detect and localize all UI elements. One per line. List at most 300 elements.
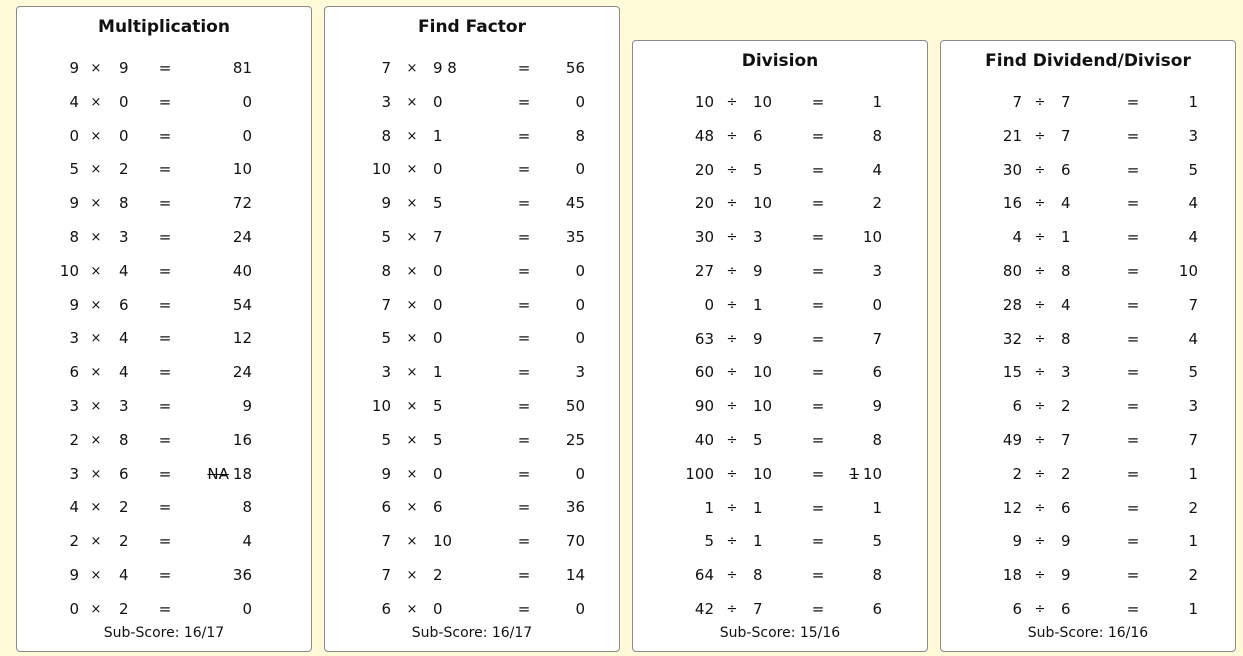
equals-sign: = <box>158 532 172 551</box>
operator-sign: ÷ <box>1034 432 1046 448</box>
equals-sign: = <box>1126 532 1140 551</box>
operand-a: 27 <box>694 261 714 280</box>
answer-cell <box>792 593 882 627</box>
multiplication-panel <box>16 6 312 652</box>
problem-row <box>633 424 927 458</box>
answer-value: 50 <box>565 396 585 415</box>
problem-row <box>325 390 619 424</box>
equals-sign: = <box>811 295 825 314</box>
answer-cell <box>495 120 585 154</box>
problem-row <box>941 593 1235 627</box>
equals-sign: = <box>517 565 531 584</box>
answer-value: 72 <box>232 194 252 213</box>
panel-title: Find Dividend/Divisor <box>985 51 1191 71</box>
problem-row <box>325 86 619 120</box>
equals-sign: = <box>158 59 172 77</box>
answer-cell <box>162 390 252 424</box>
operator-sign: ÷ <box>1034 263 1046 279</box>
operator-sign: × <box>90 61 102 76</box>
answer-cell <box>162 120 252 154</box>
problem-row <box>941 458 1235 492</box>
operand-a: 4 <box>69 498 79 517</box>
operator-sign: × <box>406 128 418 144</box>
equals-sign: = <box>811 93 825 111</box>
operand-a: 90 <box>694 397 714 416</box>
operand-a: 60 <box>694 363 714 382</box>
operand-b: 10 <box>753 93 773 111</box>
operand-a: 5 <box>69 160 79 179</box>
operand-b: 8 <box>119 430 129 449</box>
answer-value: 5 <box>1188 160 1198 179</box>
answer-cell <box>1108 492 1198 526</box>
operator-sign: ÷ <box>1034 534 1046 550</box>
answer-value: 16 <box>232 430 252 449</box>
equals-sign: = <box>1126 464 1140 483</box>
problem-row <box>17 491 311 525</box>
answer-value: 3 <box>575 363 585 382</box>
operand-a: 8 <box>69 227 79 246</box>
operand-a: 8 <box>381 126 391 145</box>
operand-b: 10 <box>753 363 773 382</box>
answer-cell <box>1108 323 1198 357</box>
operand-a: 3 <box>381 92 391 111</box>
answer-value: 3 <box>1188 397 1198 416</box>
operand-a: 64 <box>694 566 714 585</box>
operator-sign: ÷ <box>1034 331 1046 347</box>
operator-sign: ÷ <box>726 263 738 279</box>
equals-sign: = <box>811 363 825 382</box>
operator-sign: × <box>406 162 418 178</box>
equals-sign: = <box>517 498 531 517</box>
operand-b: 6 <box>433 498 443 517</box>
operand-b: 10 <box>433 532 453 551</box>
answer-cell <box>495 458 585 492</box>
answer-cell <box>495 52 585 86</box>
operand-b: 0 <box>433 92 443 111</box>
answer-cell <box>1108 255 1198 289</box>
equals-sign: = <box>1126 228 1140 247</box>
problem-row <box>633 289 927 323</box>
operator-sign: × <box>406 432 418 448</box>
problem-row <box>17 120 311 154</box>
answer-value: 10 <box>862 228 882 247</box>
answer-cell <box>792 424 882 458</box>
answer-value: 35 <box>565 227 585 246</box>
problem-row <box>17 187 311 221</box>
equals-sign: = <box>1126 498 1140 517</box>
answer-cell <box>1108 525 1198 559</box>
operand-a: 2 <box>69 532 79 551</box>
equals-sign: = <box>158 396 172 415</box>
equals-sign: = <box>811 126 825 145</box>
operand-a: 32 <box>1002 329 1022 348</box>
operator-sign: ÷ <box>726 500 738 516</box>
equals-sign: = <box>158 227 172 246</box>
operator-sign: ÷ <box>1034 568 1046 584</box>
operand-b: 1 <box>753 295 763 314</box>
problem-row <box>633 593 927 627</box>
equals-sign: = <box>1126 93 1140 111</box>
operand-b: 3 <box>119 396 129 415</box>
answer-cell <box>162 322 252 356</box>
operand-a: 6 <box>381 498 391 517</box>
operator-sign: × <box>90 534 102 550</box>
operand-a: 8 <box>381 261 391 280</box>
operator-sign: ÷ <box>1034 162 1046 178</box>
equals-sign: = <box>517 295 531 314</box>
operator-sign: × <box>406 229 418 245</box>
operand-a: 6 <box>69 363 79 382</box>
operand-a: 3 <box>69 464 79 483</box>
equals-sign: = <box>811 599 825 618</box>
operand-b: 4 <box>1061 295 1071 314</box>
answer-cell <box>162 289 252 323</box>
operand-a: 28 <box>1002 295 1022 314</box>
operator-sign: × <box>90 365 102 381</box>
answer-value: 1 <box>1188 599 1198 618</box>
problem-row <box>17 221 311 255</box>
operand-a: 18 <box>1002 566 1022 585</box>
operand-a: 4 <box>1012 228 1022 247</box>
answer-cell <box>162 255 252 289</box>
operand-b: 7 <box>1061 93 1071 111</box>
problem-row <box>325 221 619 255</box>
equals-sign: = <box>158 329 172 348</box>
operand-a: 9 <box>69 565 79 584</box>
sub-score: Sub-Score: 16/17 <box>103 625 225 641</box>
answer-value: 2 <box>1188 498 1198 517</box>
operator-sign: ÷ <box>1034 297 1046 313</box>
equals-sign: = <box>517 329 531 348</box>
answer-cell <box>162 153 252 187</box>
answer-cell <box>1108 424 1198 458</box>
answer-value: 24 <box>232 363 252 382</box>
operand-a: 80 <box>1002 261 1022 280</box>
problem-row <box>941 120 1235 154</box>
answer-value: 2 <box>1188 566 1198 585</box>
operand-a: 5 <box>381 430 391 449</box>
panel-title: Multiplication <box>98 17 230 37</box>
operator-sign: × <box>90 128 102 144</box>
operator-sign: × <box>90 94 102 110</box>
answer-value: 10 <box>1178 261 1198 280</box>
problem-row <box>633 154 927 188</box>
answer-value: 40 <box>232 261 252 280</box>
answer-value: 1 <box>1188 532 1198 551</box>
operator-sign: × <box>90 601 102 617</box>
problem-row <box>633 559 927 593</box>
answer-value: 70 <box>565 532 585 551</box>
crossed-out-answer: NA <box>207 464 229 483</box>
equals-sign: = <box>1126 160 1140 179</box>
answer-value: 3 <box>872 261 882 280</box>
operator-sign: × <box>406 263 418 279</box>
answer-cell <box>792 390 882 424</box>
equals-sign: = <box>517 430 531 449</box>
answer-value: 0 <box>575 599 585 618</box>
answer-cell <box>792 255 882 289</box>
equals-sign: = <box>158 261 172 280</box>
operand-a: 30 <box>694 228 714 247</box>
operator-sign: × <box>406 196 418 212</box>
operator-sign: × <box>90 331 102 347</box>
equals-sign: = <box>1126 329 1140 348</box>
operand-a: 9 <box>1012 532 1022 551</box>
operand-a: 6 <box>1012 397 1022 416</box>
operand-b: 0 <box>433 261 443 280</box>
operand-a: 2 <box>1012 464 1022 483</box>
find-factor-panel <box>324 6 620 652</box>
answer-value: 36 <box>232 565 252 584</box>
answer-cell <box>792 525 882 559</box>
operand-a: 16 <box>1002 194 1022 213</box>
problem-row <box>325 458 619 492</box>
answer-value: 81 <box>232 59 252 77</box>
answer-value: 4 <box>1188 329 1198 348</box>
operand-b: 6 <box>1061 160 1071 179</box>
problem-row <box>17 424 311 458</box>
answer-cell <box>792 221 882 255</box>
answer-cell <box>1108 221 1198 255</box>
answer-cell <box>162 52 252 86</box>
panel-title: Division <box>741 51 819 71</box>
operand-a: 0 <box>69 126 79 145</box>
answer-cell <box>792 492 882 526</box>
operand-a: 7 <box>1012 93 1022 111</box>
problem-row <box>17 559 311 593</box>
answer-value: 0 <box>242 599 252 618</box>
operand-b: 8 <box>119 194 129 213</box>
operand-b: 2 <box>119 498 129 517</box>
answer-cell <box>162 491 252 525</box>
operand-b: 9 <box>119 59 129 77</box>
answer-cell <box>1108 120 1198 154</box>
problem-row <box>633 86 927 120</box>
operand-a: 9 <box>381 194 391 213</box>
answer-value: 8 <box>872 430 882 449</box>
operand-b: 9 <box>753 261 763 280</box>
sub-score: Sub-Score: 16/16 <box>1027 625 1149 641</box>
operand-b: 5 <box>753 160 763 179</box>
equals-sign: = <box>517 532 531 551</box>
operand-b: 0 <box>433 329 443 348</box>
operand-a: 7 <box>381 59 391 77</box>
answer-cell <box>495 289 585 323</box>
operator-sign: × <box>406 331 418 347</box>
operand-a: 9 <box>69 295 79 314</box>
problem-row <box>325 424 619 458</box>
answer-value: 0 <box>575 464 585 483</box>
operator-sign: ÷ <box>726 601 738 617</box>
equals-sign: = <box>158 565 172 584</box>
operator-sign: ÷ <box>726 365 738 381</box>
answer-cell <box>495 187 585 221</box>
equals-sign: = <box>811 566 825 585</box>
operator-sign: × <box>406 534 418 550</box>
answer-value: 14 <box>565 565 585 584</box>
answer-cell <box>495 390 585 424</box>
equals-sign: = <box>811 532 825 551</box>
answer-cell <box>162 424 252 458</box>
operator-sign: × <box>90 466 102 482</box>
operand-a: 20 <box>694 194 714 213</box>
operand-b: 2 <box>433 565 443 584</box>
problem-row <box>17 255 311 289</box>
answer-value: 36 <box>565 498 585 517</box>
operand-a: 10 <box>371 396 391 415</box>
problem-row <box>17 390 311 424</box>
operator-sign: × <box>406 601 418 617</box>
operator-sign: ÷ <box>1034 196 1046 212</box>
answer-cell <box>792 86 882 120</box>
answer-cell <box>1108 458 1198 492</box>
operand-a: 6 <box>1012 599 1022 618</box>
operand-b: 6 <box>119 295 129 314</box>
operand-a: 3 <box>69 329 79 348</box>
answer-value: 4 <box>1188 228 1198 247</box>
equals-sign: = <box>517 396 531 415</box>
answer-value: 4 <box>242 532 252 551</box>
operator-sign: × <box>406 466 418 482</box>
crossed-out-answer: 1 <box>849 464 859 483</box>
operand-b: 6 <box>1061 498 1071 517</box>
problem-row <box>17 322 311 356</box>
equals-sign: = <box>158 363 172 382</box>
answer-cell <box>1108 559 1198 593</box>
operand-b: 8 <box>1061 261 1071 280</box>
answer-cell <box>495 559 585 593</box>
equals-sign: = <box>517 59 531 77</box>
operand-a: 3 <box>381 363 391 382</box>
operand-b: 1 <box>433 126 443 145</box>
operand-a: 42 <box>694 599 714 618</box>
answer-value: 0 <box>575 92 585 111</box>
answer-cell <box>495 356 585 390</box>
operand-a: 5 <box>704 532 714 551</box>
operand-a: 9 <box>381 464 391 483</box>
answer-value: 0 <box>575 295 585 314</box>
operand-a: 9 <box>69 194 79 213</box>
answer-cell <box>1108 187 1198 221</box>
operand-b: 1 <box>433 363 443 382</box>
answer-cell <box>495 255 585 289</box>
find-dividend-divisor-panel <box>940 40 1236 652</box>
problem-row <box>941 492 1235 526</box>
problem-row <box>633 458 927 492</box>
operand-b: 9 <box>753 329 763 348</box>
answer-cell <box>792 458 882 492</box>
operand-a: 49 <box>1002 430 1022 449</box>
answer-cell <box>162 356 252 390</box>
operator-sign: ÷ <box>726 432 738 448</box>
equals-sign: = <box>517 227 531 246</box>
operator-sign: ÷ <box>726 196 738 212</box>
problem-row <box>633 390 927 424</box>
operand-b: 2 <box>119 599 129 618</box>
operator-sign: × <box>406 365 418 381</box>
answer-cell <box>495 491 585 525</box>
operand-b: 3 <box>119 227 129 246</box>
equals-sign: = <box>158 160 172 179</box>
operand-a: 7 <box>381 565 391 584</box>
operand-b: 10 <box>753 194 773 213</box>
answer-value: 4 <box>872 160 882 179</box>
answer-cell <box>792 559 882 593</box>
operator-sign: × <box>90 229 102 245</box>
operand-b: 9 8 <box>433 59 457 77</box>
equals-sign: = <box>1126 261 1140 280</box>
answer-cell <box>162 86 252 120</box>
problem-row <box>633 356 927 390</box>
operator-sign: ÷ <box>1034 466 1046 482</box>
operand-a: 9 <box>69 59 79 77</box>
operator-sign: ÷ <box>1034 230 1046 246</box>
operator-sign: × <box>406 61 418 76</box>
problem-list <box>941 86 1235 627</box>
operator-sign: × <box>90 196 102 212</box>
answer-cell <box>792 289 882 323</box>
operator-sign: ÷ <box>726 297 738 313</box>
sub-score: Sub-Score: 15/16 <box>719 625 841 641</box>
problem-list <box>17 52 311 627</box>
equals-sign: = <box>517 92 531 111</box>
answer-cell <box>162 221 252 255</box>
operand-b: 9 <box>1061 566 1071 585</box>
equals-sign: = <box>158 464 172 483</box>
equals-sign: = <box>158 295 172 314</box>
operand-b: 7 <box>753 599 763 618</box>
operand-b: 5 <box>433 430 443 449</box>
operand-b: 5 <box>433 194 443 213</box>
equals-sign: = <box>811 498 825 517</box>
answer-value: 6 <box>872 363 882 382</box>
operator-sign: ÷ <box>726 466 738 482</box>
operand-a: 0 <box>69 599 79 618</box>
sub-score: Sub-Score: 16/17 <box>411 625 533 641</box>
answer-value: 5 <box>872 532 882 551</box>
operand-b: 3 <box>753 228 763 247</box>
operator-sign: × <box>90 432 102 448</box>
operand-b: 4 <box>1061 194 1071 213</box>
operator-sign: × <box>90 263 102 279</box>
answer-value: 3 <box>1188 126 1198 145</box>
operator-sign: ÷ <box>726 162 738 178</box>
problem-row <box>941 289 1235 323</box>
operand-b: 5 <box>753 430 763 449</box>
answer-value: 9 <box>872 397 882 416</box>
operand-b: 2 <box>119 160 129 179</box>
answer-value: 8 <box>872 566 882 585</box>
problem-row <box>633 323 927 357</box>
answer-value: 7 <box>1188 430 1198 449</box>
operand-b: 7 <box>433 227 443 246</box>
equals-sign: = <box>517 126 531 145</box>
problem-row <box>325 255 619 289</box>
operand-b: 4 <box>119 363 129 382</box>
answer-cell <box>1108 86 1198 120</box>
operator-sign: × <box>90 567 102 583</box>
panel-title: Find Factor <box>418 17 526 37</box>
answer-cell <box>495 424 585 458</box>
operand-a: 7 <box>381 295 391 314</box>
equals-sign: = <box>1126 194 1140 213</box>
answer-value: 1 <box>872 498 882 517</box>
answer-value: 0 <box>575 160 585 179</box>
operand-a: 15 <box>1002 363 1022 382</box>
problem-row <box>17 525 311 559</box>
answer-value: 1 <box>872 93 882 111</box>
problem-row <box>17 458 311 492</box>
